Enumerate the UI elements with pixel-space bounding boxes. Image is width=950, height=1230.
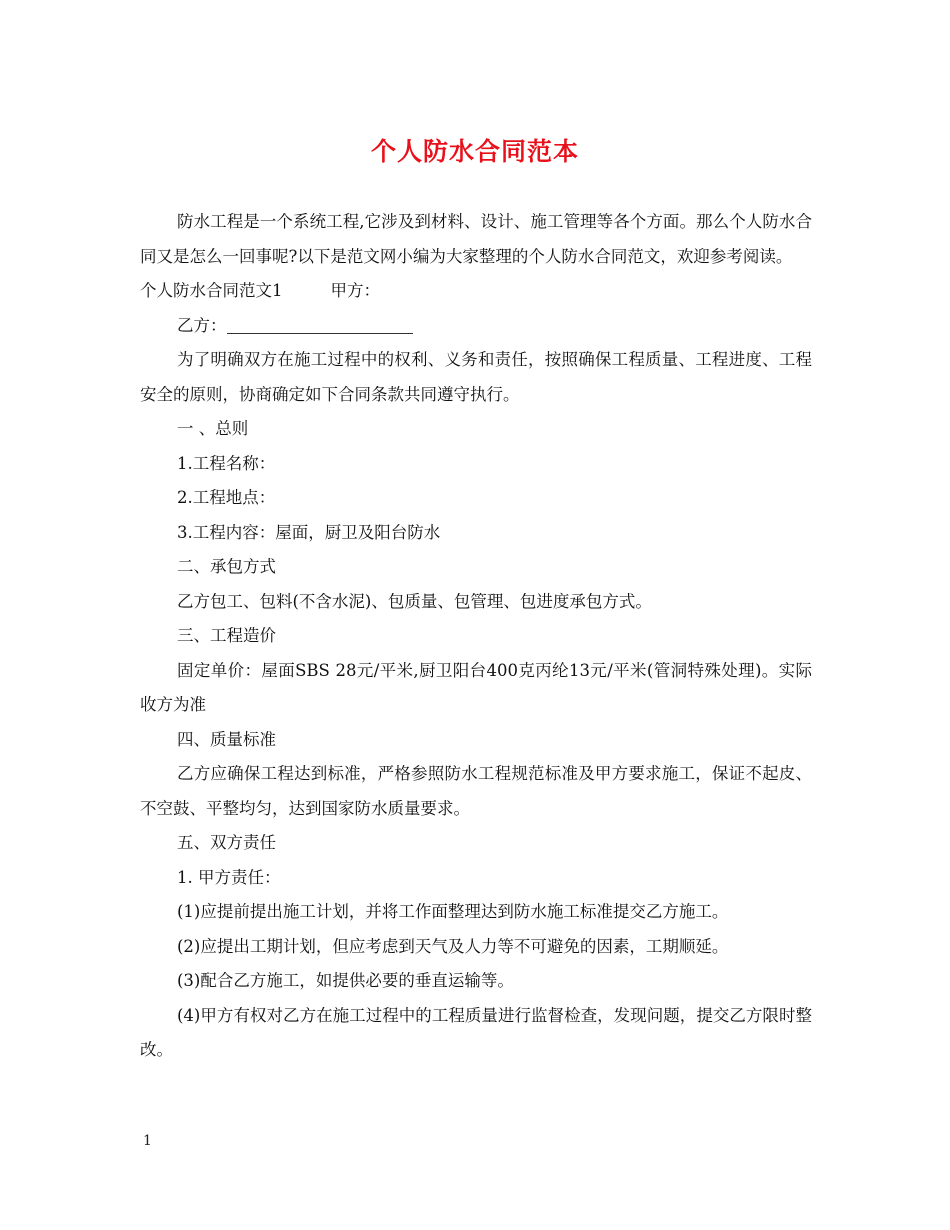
duty-item: (4)甲方有权对乙方在施工过程中的工程质量进行监督检查，发现问题，提交乙方限时整改。	[140, 1005, 812, 1059]
purpose-paragraph: 为了明确双方在施工过程中的权利、义务和责任，按照确保工程质量、工程进度、工程安全的原则，协商确定如下合同条款共同遵守执行。	[140, 350, 812, 404]
intro-paragraph: 防水工程是一个系统工程,它涉及到材料、设计、施工管理等各个方面。那么个人防水合同又是怎么一回事呢?以下是范文网小编为大家整理的个人防水合同范文，欢迎参考阅读。	[140, 212, 812, 266]
project-content: 3.工程内容：屋面，厨卫及阳台防水	[177, 522, 441, 542]
project-name: 1.工程名称：	[177, 453, 276, 473]
section-cost-heading: 三、工程造价	[177, 626, 276, 645]
duty-item: (1)应提前提出施工计划，并将工作面整理达到防水施工标准提交乙方施工。	[177, 902, 729, 921]
party-a-label: 甲方：	[330, 281, 380, 300]
sample-heading-line	[140, 274, 812, 309]
document-body	[140, 205, 812, 1068]
duty-item: (3)配合乙方施工，如提供必要的垂直运输等。	[177, 971, 514, 990]
project-site: 2.工程地点：	[177, 488, 276, 507]
party-a-duties-heading: 1. 甲方责任：	[177, 867, 281, 887]
party-b-label: 乙方：	[177, 315, 227, 335]
section-quality-heading: 四、质量标准	[177, 729, 276, 749]
section-general-heading: 一 、总则	[177, 419, 249, 438]
section-duties-heading: 五、双方责任	[177, 833, 276, 852]
party-b-blank	[227, 315, 413, 334]
duty-item: (2)应提出工期计划，但应考虑到天气及人力等不可避免的因素，工期顺延。	[177, 936, 729, 956]
cost-paragraph: 固定单价：屋面SBS 28元/平米,厨卫阳台400克丙纶13元/平米(管洞特殊处理)。实际收方为准	[140, 660, 812, 714]
document-title: 个人防水合同范本	[370, 137, 579, 166]
party-b-line	[140, 309, 812, 344]
quality-paragraph: 乙方应确保工程达到标准，严格参照防水工程规范标准及甲方要求施工，保证不起皮、不空鼓、平整均匀，达到国家防水质量要求。	[140, 764, 812, 818]
sample-heading: 个人防水合同范文1	[140, 281, 283, 300]
page-number: 1	[143, 1133, 152, 1149]
section-contract-mode-heading: 二、承包方式	[177, 557, 276, 576]
contract-mode-paragraph: 乙方包工、包料(不含水泥)、包质量、包管理、包进度承包方式。	[177, 591, 652, 611]
